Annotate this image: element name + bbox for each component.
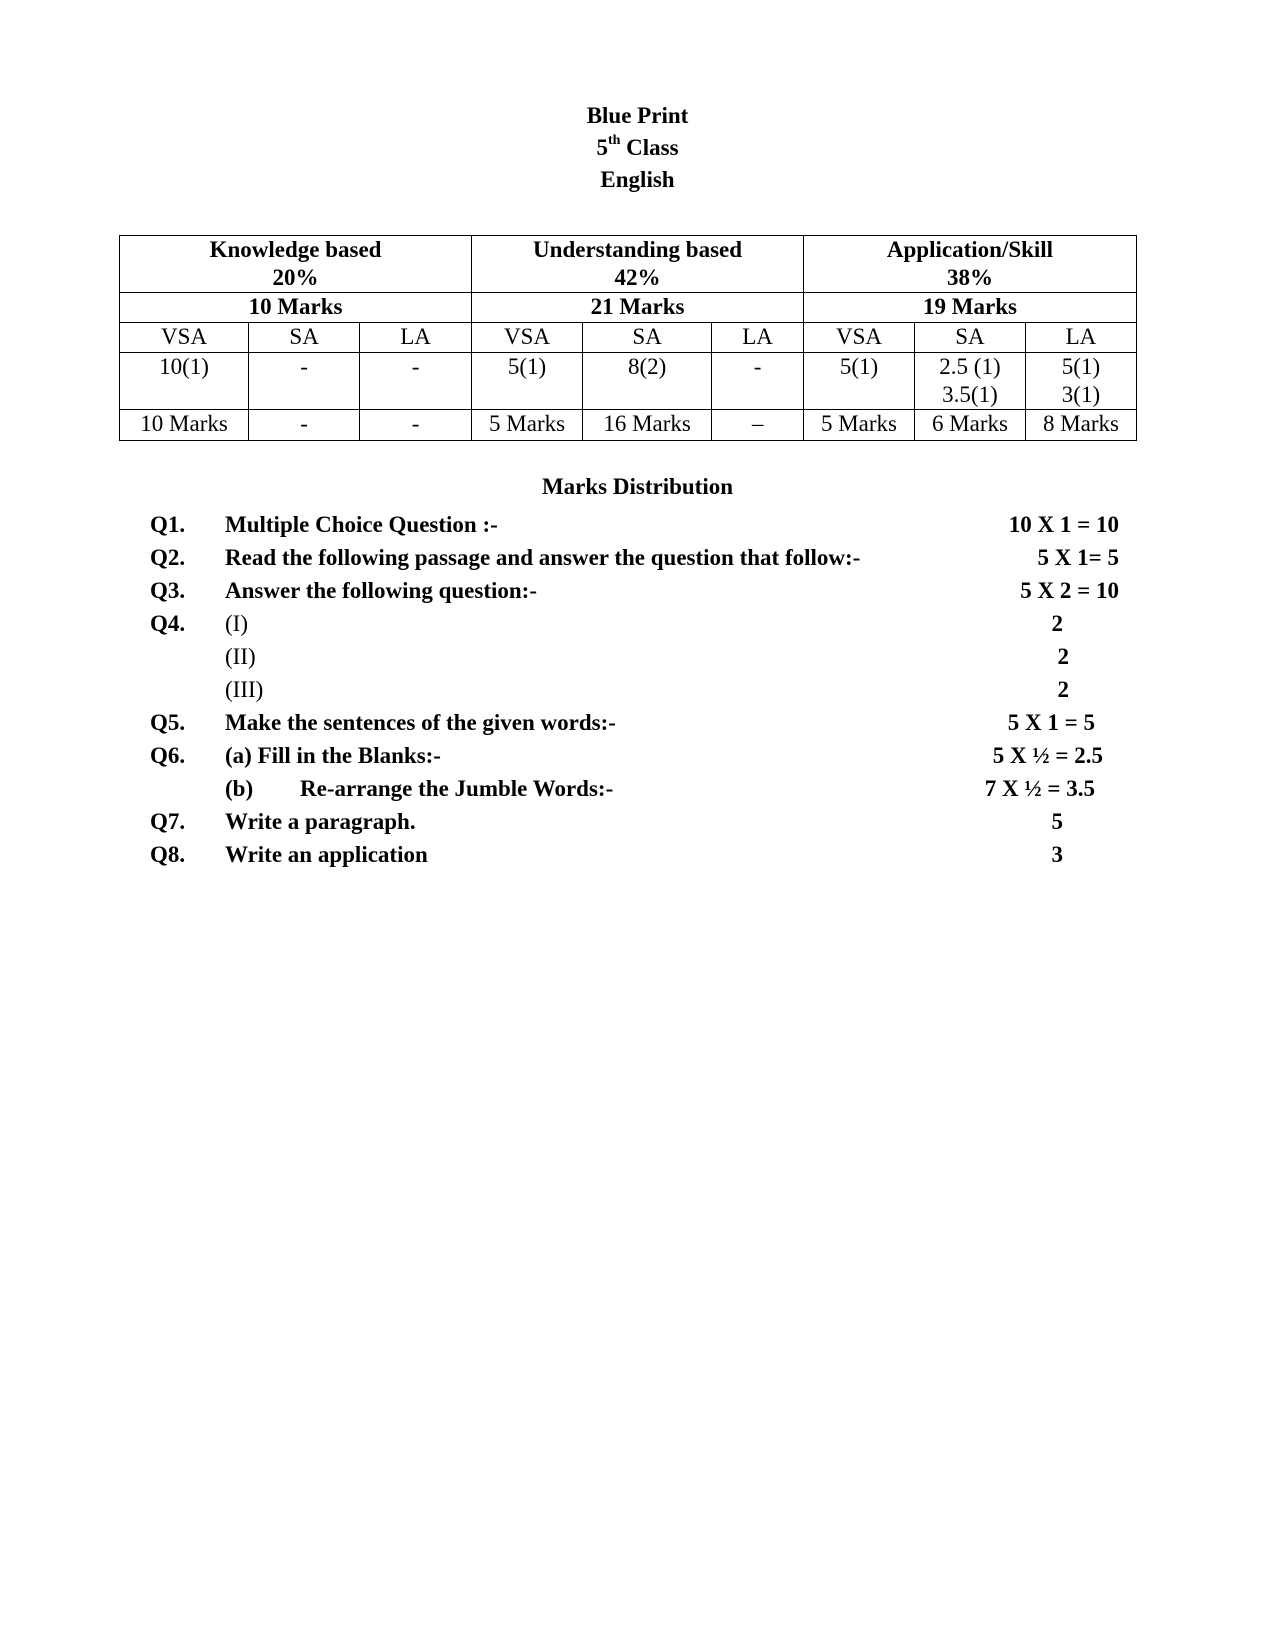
category-percent: 20% <box>272 265 319 290</box>
total-cell: 8 Marks <box>1025 410 1136 441</box>
question-row <box>0 541 1275 574</box>
type-header: LA <box>712 323 804 353</box>
type-header: SA <box>249 323 360 353</box>
count-cell <box>472 353 583 410</box>
total-cell: - <box>360 410 472 441</box>
category-percent: 42% <box>614 265 661 290</box>
category-name: Understanding based <box>533 237 743 262</box>
total-cell: 16 Marks <box>583 410 712 441</box>
total-cell: – <box>712 410 804 441</box>
question-text: (a) Fill in the Blanks:- <box>225 743 441 768</box>
category-name: Application/Skill <box>886 237 1054 262</box>
category-knowledge <box>120 236 472 293</box>
question-marks: 2 <box>1051 611 1063 636</box>
total-cell: 6 Marks <box>914 410 1025 441</box>
category-marks-row <box>120 293 1137 323</box>
count-value-line2: 3.5(1) <box>942 382 998 407</box>
question-row <box>0 640 1275 673</box>
question-text: Write an application <box>225 842 428 867</box>
category-application <box>804 236 1137 293</box>
question-number: Q1. <box>150 512 186 537</box>
question-text: (I) <box>225 611 248 636</box>
question-number: Q2. <box>150 545 186 570</box>
question-row <box>0 508 1275 541</box>
question-text: Make the sentences of the given words:- <box>225 710 616 735</box>
category-row <box>120 236 1137 293</box>
subject-label: English <box>600 167 675 192</box>
category-understanding <box>472 236 804 293</box>
question-marks: 5 X 2 = 10 <box>1020 578 1119 603</box>
question-marks: 5 X 1= 5 <box>1037 545 1119 570</box>
question-number: Q8. <box>150 842 186 867</box>
count-cell <box>914 353 1025 410</box>
total-cell: 10 Marks <box>120 410 249 441</box>
question-number: Q5. <box>150 710 186 735</box>
totals-row <box>120 410 1137 441</box>
count-value: 5(1) <box>1061 354 1101 379</box>
question-number: Q7. <box>150 809 186 834</box>
question-marks: 10 X 1 = 10 <box>1008 512 1119 537</box>
question-row <box>0 739 1275 772</box>
type-header: VSA <box>472 323 583 353</box>
question-row <box>0 574 1275 607</box>
question-row <box>0 838 1275 871</box>
type-header: SA <box>914 323 1025 353</box>
count-value: - <box>300 354 308 379</box>
question-text: Re-arrange the Jumble Words:- <box>300 776 614 801</box>
type-header: VSA <box>120 323 249 353</box>
total-cell: 5 Marks <box>472 410 583 441</box>
count-value-line2: 3(1) <box>1061 382 1101 407</box>
category-percent: 38% <box>947 265 993 290</box>
count-cell <box>120 353 249 410</box>
count-cell <box>804 353 915 410</box>
count-value: 8(2) <box>627 354 667 379</box>
blueprint-table <box>119 235 1137 441</box>
type-header: LA <box>1025 323 1136 353</box>
question-marks: 3 <box>1051 842 1063 867</box>
question-marks: 2 <box>1057 677 1069 702</box>
category-name: Knowledge based <box>209 237 382 262</box>
count-value: - <box>411 354 420 379</box>
question-text: Multiple Choice Question :- <box>225 512 498 537</box>
question-marks: 7 X ½ = 3.5 <box>984 776 1095 801</box>
count-value: 10(1) <box>159 354 209 379</box>
count-cell <box>583 353 712 410</box>
question-marks: 5 X ½ = 2.5 <box>992 743 1103 768</box>
question-marks: 5 <box>1051 809 1063 834</box>
count-cell <box>712 353 804 410</box>
count-cell <box>360 353 472 410</box>
class-word: Class <box>626 135 679 160</box>
class-label <box>0 132 1275 164</box>
question-text: (III) <box>225 677 264 702</box>
category-marks: 21 Marks <box>472 293 804 323</box>
question-text: Read the following passage and answer the question that follow:- <box>225 545 861 570</box>
question-number: Q4. <box>150 611 186 636</box>
question-row <box>0 805 1275 838</box>
type-header: LA <box>360 323 472 353</box>
question-sub-prefix: (b) <box>225 776 254 801</box>
type-header-row <box>120 323 1137 353</box>
type-header: VSA <box>804 323 915 353</box>
question-row <box>0 607 1275 640</box>
count-value: 2.5 (1) <box>939 354 1001 379</box>
count-value: 5(1) <box>839 354 879 379</box>
count-value: - <box>753 354 762 379</box>
question-text: Answer the following question:- <box>225 578 538 603</box>
marks-distribution-title: Marks Distribution <box>541 474 734 499</box>
category-marks: 19 Marks <box>804 293 1137 323</box>
class-suffix: th <box>607 133 621 149</box>
type-header: SA <box>583 323 712 353</box>
question-row <box>0 673 1275 706</box>
question-marks: 2 <box>1057 644 1069 669</box>
question-row <box>0 706 1275 739</box>
count-cell <box>1025 353 1136 410</box>
category-marks: 10 Marks <box>120 293 472 323</box>
question-marks: 5 X 1 = 5 <box>1007 710 1095 735</box>
question-row <box>0 772 1275 805</box>
question-text: (II) <box>225 644 256 669</box>
total-cell: 5 Marks <box>804 410 915 441</box>
question-number: Q6. <box>150 743 186 768</box>
count-cell <box>249 353 360 410</box>
total-cell: - <box>249 410 360 441</box>
count-value: 5(1) <box>507 354 547 379</box>
class-number: 5 <box>596 135 608 160</box>
document-title: Blue Print <box>586 103 689 128</box>
counts-row <box>120 353 1137 410</box>
document-header <box>0 100 1275 196</box>
question-text-group <box>225 772 613 805</box>
question-number: Q3. <box>150 578 186 603</box>
question-text: Write a paragraph. <box>225 809 416 834</box>
